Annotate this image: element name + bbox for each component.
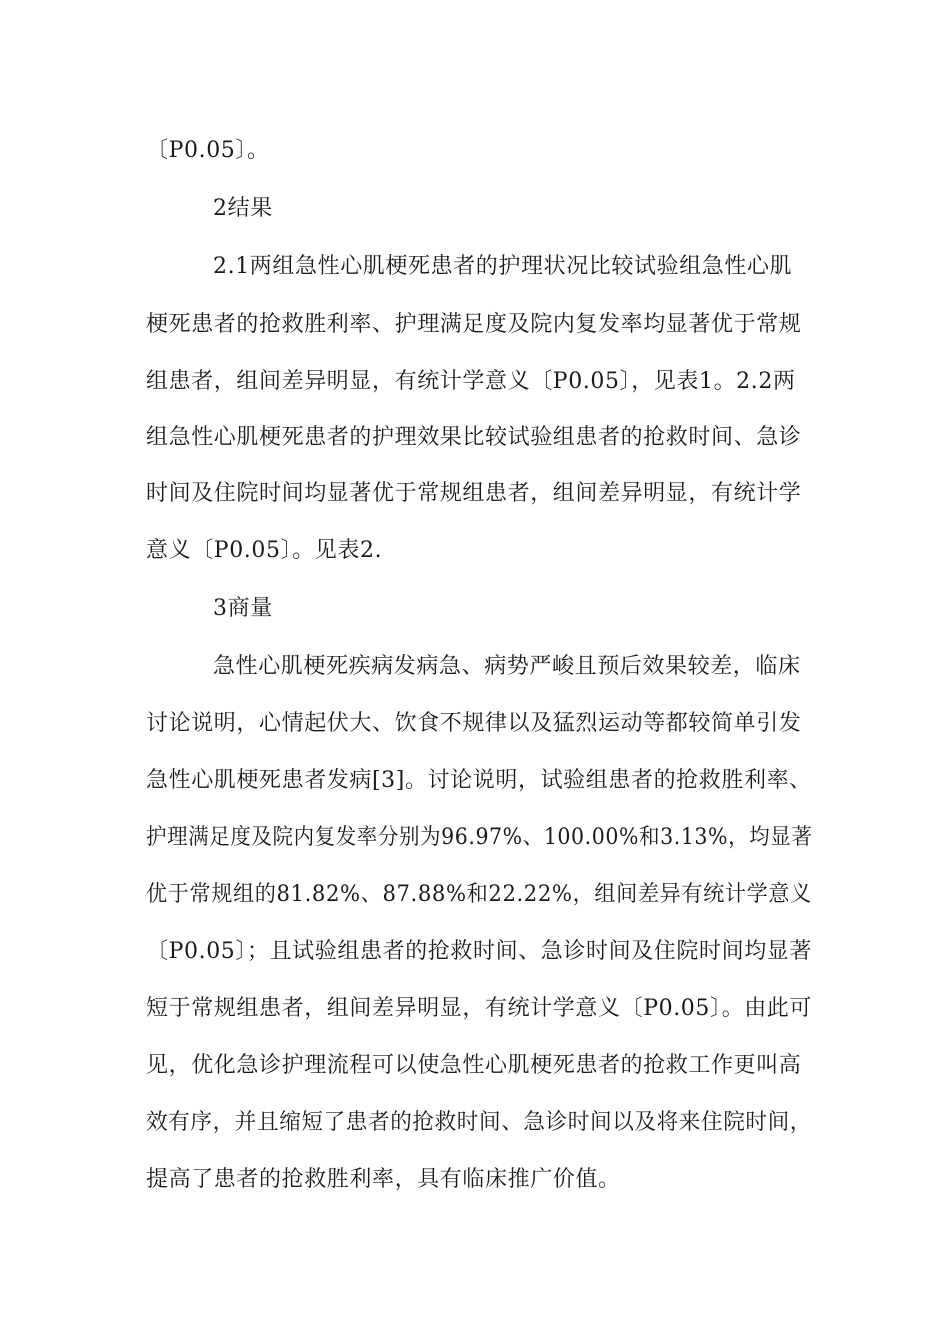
text-line: 短于常规组患者，组间差异明显，有统计学意义〔P0.05〕。由此可 — [146, 996, 812, 1021]
text-line: 组急性心肌梗死患者的护理效果比较试验组患者的抢救时间、急诊 — [146, 425, 802, 450]
text-line: 优于常规组的81.82%、87.88%和22.22%，组间差异有统计学意义 — [146, 882, 812, 907]
text-line: 〔P0.05〕。 — [146, 138, 270, 163]
text-line: 意义〔P0.05〕。见表2. — [146, 538, 383, 563]
text-line: 时间及住院时间均显著优于常规组患者，组间差异明显，有统计学 — [146, 481, 802, 506]
text-line: 提高了患者的抢救胜利率，具有临床推广价值。 — [146, 1167, 621, 1192]
text-line: 急性心肌梗死疾病发病急、病势严峻且预后效果较差，临床 — [213, 654, 801, 679]
section-heading-results: 2结果 — [213, 196, 273, 221]
text-line: 2.1两组急性心肌梗死患者的护理状况比较试验组急性心肌 — [213, 254, 793, 279]
text-line: 〔P0.05〕；且试验组患者的抢救时间、急诊时间及住院时间均显著 — [146, 939, 812, 964]
section-heading-discussion: 3商量 — [213, 596, 273, 621]
text-line: 梗死患者的抢救胜利率、护理满足度及院内复发率均显著优于常规 — [146, 312, 802, 337]
text-line: 组患者，组间差异明显，有统计学意义〔P0.05〕，见表1。2.2两 — [146, 369, 796, 394]
text-line: 护理满足度及院内复发率分别为96.97%、100.00%和3.13%，均显著 — [146, 825, 813, 850]
text-line: 见，优化急诊护理流程可以使急性心肌梗死患者的抢救工作更叫高 — [146, 1053, 802, 1078]
text-line: 讨论说明，心情起伏大、饮食不规律以及猛烈运动等都较简单引发 — [146, 711, 802, 736]
text-line: 效有序，并且缩短了患者的抢救时间、急诊时间以及将来住院时间， — [146, 1110, 813, 1135]
text-line: 急性心肌梗死患者发病[3]。讨论说明，试验组患者的抢救胜利率、 — [146, 768, 812, 793]
